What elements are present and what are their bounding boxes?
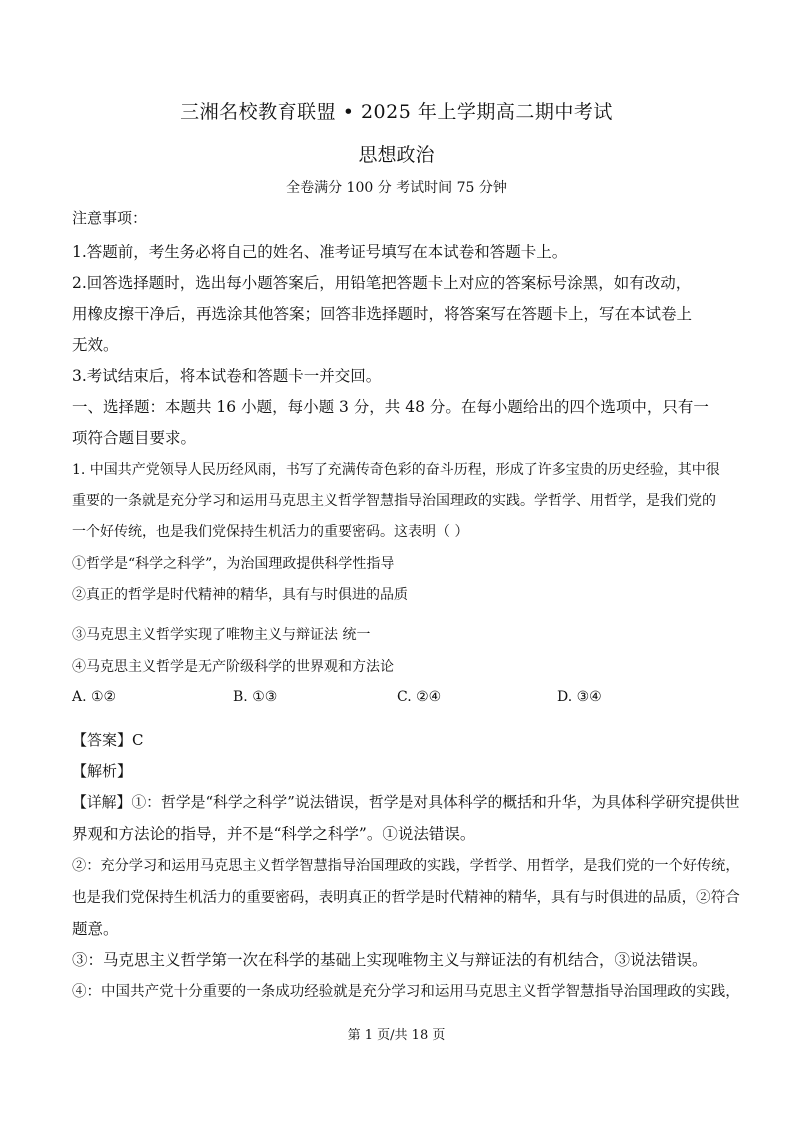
exam-title: 三湘名校教育联盟 • 2025 年上学期高二期中考试 — [180, 101, 613, 123]
question-stem: 1. 中国共产党领导人民历经风雨，书写了充满传奇色彩的奋斗历程，形成了许多宝贵的历史经验，其中很 — [72, 462, 720, 478]
answer-row — [72, 729, 144, 750]
question-statement: ③马克思主义哲学实现了唯物主义与辩证法 统一 — [72, 627, 371, 643]
detail-line: 界观和方法论的指导，并不是“科学之科学”。①说法错误。 — [72, 825, 476, 843]
notice-line: 3.考试结束后，将本试卷和答题卡一并交回。 — [72, 367, 382, 385]
answer-label: 【答案】 — [72, 731, 133, 749]
question-stem: 重要的一条就是充分学习和运用马克思主义哲学智慧指导治国理政的实践。学哲学、用哲学，是我们党的 — [72, 493, 716, 509]
detail-text: ①：哲学是“科学之科学”说法错误，哲学是对具体科学的概括和升华，为具体科学研究提供世 — [131, 794, 740, 811]
detail-line: 题意。 — [72, 920, 119, 938]
analysis-label: 【解析】 — [72, 762, 133, 780]
detail-line: ③：马克思主义哲学第一次在科学的基础上实现唯物主义与辩证法的有机结合，③说法错误。 — [72, 951, 708, 969]
question-stem: 一个好传统，也是我们党保持生机活力的重要密码。这表明（ ） — [72, 524, 469, 540]
exam-meta: 全卷满分 100 分 考试时间 75 分钟 — [286, 180, 507, 196]
option-a: A. ①② — [72, 689, 117, 705]
page-number: 第 1 页/共 18 页 — [347, 1028, 446, 1043]
section-heading: 项符合题目要求。 — [72, 429, 197, 447]
section-heading: 一、选择题：本题共 16 小题，每小题 3 分，共 48 分。在每小题给出的四个选项中，只有一 — [72, 398, 709, 416]
notice-line: 2.回答选择题时，选出每小题答案后，用铅笔把答题卡上对应的答案标号涂黑，如有改动， — [72, 274, 692, 292]
notice-line: 1.答题前，考生务必将自己的姓名、准考证号填写在本试卷和答题卡上。 — [72, 243, 568, 261]
option-c: C. ②④ — [397, 689, 442, 705]
notice-line: 无效。 — [72, 336, 119, 354]
detail-label: 【详解】 — [72, 794, 132, 811]
notice-heading: 注意事项： — [72, 209, 148, 227]
notice-line: 用橡皮擦干净后，再选涂其他答案；回答非选择题时，将答案写在答题卡上，写在本试卷上 — [72, 305, 693, 323]
detail-line: ④：中国共产党十分重要的一条成功经验就是充分学习和运用马克思主义哲学智慧指导治国理政的实践， — [72, 984, 740, 1000]
detail-line: ②：充分学习和运用马克思主义哲学智慧指导治国理政的实践，学哲学、用哲学，是我们党的一个好传统， — [72, 858, 740, 874]
exam-subject: 思想政治 — [358, 144, 435, 166]
option-b: B. ①③ — [233, 689, 278, 705]
detail-line-1 — [72, 791, 740, 812]
detail-line: 也是我们党保持生机活力的重要密码，表明真正的哲学是时代精神的精华，具有与时俱进的品质，②符合 — [72, 890, 740, 906]
question-statement: ④马克思主义哲学是无产阶级科学的世界观和方法论 — [72, 659, 394, 675]
question-statement: ①哲学是“科学之科学”，为治国理政提供科学性指导 — [72, 556, 395, 572]
option-d: D. ③④ — [557, 689, 602, 705]
question-statement: ②真正的哲学是时代精神的精华，具有与时俱进的品质 — [72, 587, 408, 603]
answer-value: C — [132, 731, 144, 749]
